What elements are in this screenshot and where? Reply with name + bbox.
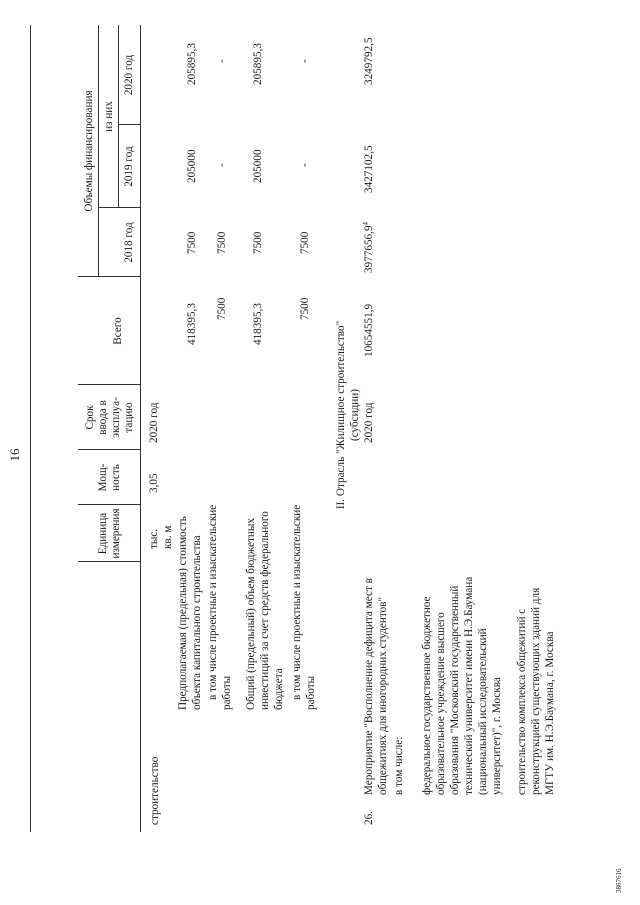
- row-design-work-2-2019: -: [299, 163, 311, 167]
- row-design-work-1-total: 7500: [216, 297, 228, 320]
- header-unit: Единица измерения: [97, 508, 122, 559]
- measure-2018: 3977656,9$^4$: [361, 221, 375, 273]
- row-design-work-1-2019: -: [216, 163, 228, 167]
- row-total-investment-2018: 7500: [252, 231, 264, 254]
- row-estimated-cost-2020: 205895,3: [186, 43, 198, 85]
- row-construction-label: строительство: [149, 756, 161, 825]
- row-design-work-2-total: 7500: [299, 297, 311, 320]
- header-funding: Объемы финансирования: [83, 90, 95, 212]
- rule-top: [30, 25, 31, 833]
- row-design-work-2-2020: -: [299, 59, 311, 63]
- row-construction-power: 3,05: [148, 473, 160, 493]
- rule-funding-bottom: [98, 25, 99, 277]
- row-estimated-cost-label: Предполагаемая (предельная) стоимость объекта капитального строительства: [177, 516, 203, 710]
- row-design-work-1-2020: -: [216, 59, 228, 63]
- row-total-investment-2019: 205000: [252, 149, 264, 183]
- row-design-work-2-label: в том числе проектные и изыскательские работы: [291, 504, 317, 710]
- measure-including: в том числе:: [393, 736, 405, 795]
- header-of-which: из них: [103, 101, 115, 132]
- footnote-marker: 4: [361, 221, 370, 226]
- measure-2020: 3249792,5: [363, 37, 375, 85]
- measure-title: Мероприятие "Восполнение дефицита мест в общежитиях для иногородних студентов": [363, 578, 389, 795]
- row-total-investment-label: Общий (предельный) объем бюджетных инвестиций за счет средств федерального бюджета: [245, 511, 285, 710]
- header-2020: 2020 год: [123, 54, 135, 96]
- row-design-work-2-2018: 7500: [299, 231, 311, 254]
- header-2018: 2018 год: [123, 222, 135, 263]
- measure-number: 26.: [363, 811, 375, 825]
- row-estimated-cost-2019: 205000: [186, 149, 198, 183]
- row-design-work-1-label: в том числе проектные и изыскательские работы: [207, 504, 233, 710]
- organization-name: федеральное государственное бюджетное образовательное учреждение высшего образования "Московский государственный технический университет имени Н.Э.Баумана (национальный исследовательский университет)", г. Москва: [421, 576, 503, 795]
- page-number: 16: [7, 448, 22, 462]
- rule-header-bottom: [140, 25, 141, 833]
- spacer: [30, 832, 590, 833]
- row-total-investment-total: 418395,3: [252, 303, 264, 345]
- measure-total: 10654551,9: [363, 303, 375, 357]
- section-title: II. Отрасль "Жилищное строительство" (субсидии): [335, 320, 361, 510]
- row-design-work-1-2018: 7500: [216, 231, 228, 254]
- row-total-investment-2020: 205895,3: [252, 43, 264, 85]
- header-term: Срок ввода в эксплуа- тацию: [84, 397, 135, 438]
- rule-ofwhich-bottom: [118, 25, 119, 208]
- side-code: 3867616: [615, 868, 623, 893]
- header-total: Всего: [112, 317, 124, 345]
- row-estimated-cost-2018: 7500: [186, 231, 198, 254]
- measure-2019: 3427102,5: [363, 145, 375, 193]
- measure-term: 2020 год: [363, 402, 375, 443]
- header-2019: 2019 год: [123, 146, 135, 187]
- construction-description: строительство комплекса общежитий с реконструкцией существующих зданий для МГТУ им. Н.Э.Баумана, г. Москва: [516, 587, 556, 795]
- row-estimated-cost-total: 418395,3: [186, 303, 198, 345]
- row-construction-term: 2020 год: [148, 402, 160, 443]
- row-construction-unit: тыс. кв. м: [148, 525, 174, 549]
- header-power: Мощ- ность: [97, 463, 122, 492]
